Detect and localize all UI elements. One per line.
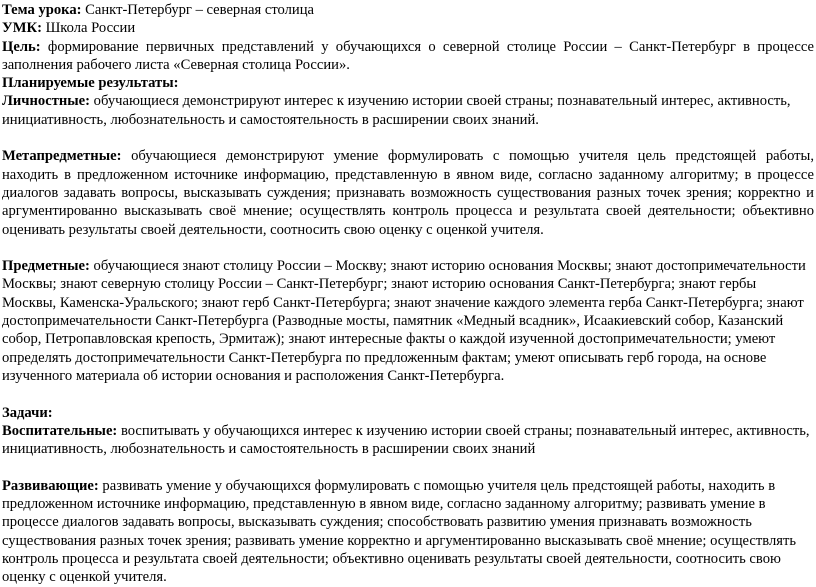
tasks-developmental-label: Развивающие: [2,477,99,494]
results-meta-value: обучающиеся демонстрируют умение формулировать с помощью учителя цель предстоящей работы, находить в предложенном источнике информацию, представленную в явном виде, согласно заданному алгоритму; в процессе диалогов задавать вопросы, высказывать суждения; признавать возможность существования разных точек зрения; корректно и аргументированно высказывать своё мнение; осуществлять контроль процесса и результата своей деятельности; объективно оценивать результаты своей деятельности, соотносить свою оценку с оценкой учителя. [2,148,814,238]
lesson-umk-label: УМК: [2,20,42,37]
spacer [2,239,814,257]
results-personal-label: Личностные: [2,93,91,110]
results-meta-label: Метапредметные: [2,148,122,165]
lesson-topic-label: Тема урока: [2,2,82,18]
results-heading-text: Планируемые результаты: [2,75,179,92]
tasks-developmental-value: развивать умение у обучающихся формулировать с помощью учителя цель предстоящей работы, находить в предложенном источнике информацию, представленную в явном виде, согласно заданному алгоритму; развивать умение в процессе диалогов задавать вопросы, высказывать суждения; способствовать развитию умения признавать возможность существования разных точек зрения; развивать умение корректно и аргументированно высказывать своё мнение; осуществлять контроль процесса и результата своей деятельности; объективно оценивать результаты своей деятельности, соотносить свою оценку с оценкой учителя. [2,477,796,586]
lesson-topic [2,1,814,19]
tasks-developmental [2,477,814,587]
spacer [2,129,814,147]
results-subject-value: обучающиеся знают столицу России – Москву; знают историю основания Москвы; знают достопримечательности Москвы; знают северную столицу России – Санкт-Петербург; знают историю основания Санкт-Петербурга; знают гербы Москвы, Каменска-Уральского; знают герб Санкт-Петербурга; знают значение каждого элемента герба Санкт-Петербурга; знают достопримечательности Санкт-Петербурга (Разводные мосты, памятник «Медный всадник», Исаакиевский собор, Казанский собор, Петропавловская крепость, Эрмитаж); знают интересные факты о каждой изученной достопримечательности; умеют определять достопримечательности Санкт-Петербурга по предложенным фактам; умеют описывать герб города, на основе изученного материала об истории основания и расположения Санкт-Петербурга. [2,258,806,384]
tasks-heading [2,404,814,422]
tasks-educational-label: Воспитательные: [2,422,118,439]
tasks-educational-value: воспитывать у обучающихся интерес к изучению истории своей страны; познавательный интерес, активность, инициативность, любознательность и самостоятельность в расширении своих знаний [2,422,810,458]
lesson-umk-value: Школа России [41,20,136,37]
lesson-goal-label: Цель: [2,38,41,55]
results-meta [2,147,814,238]
lesson-topic-value: Санкт-Петербург – северная столица [81,2,315,18]
results-personal [2,92,814,129]
tasks-heading-text: Задачи: [2,404,53,421]
lesson-umk [2,19,814,37]
results-heading [2,74,814,92]
spacer [2,458,814,476]
results-subject-label: Предметные: [2,258,90,275]
spacer [2,385,814,403]
lesson-goal-value: формирование первичных представлений у обучающихся о северной столице России – Санкт-Петербург в процессе заполнения рабочего листа «Северная столица России». [2,38,814,73]
results-personal-value: обучающиеся демонстрируют интерес к изучению истории своей страны; познавательный интерес, активность, инициативность, любознательность и самостоятельность в расширении своих знаний. [2,93,791,128]
results-subject [2,257,814,385]
lesson-goal [2,38,814,75]
tasks-educational [2,422,814,459]
